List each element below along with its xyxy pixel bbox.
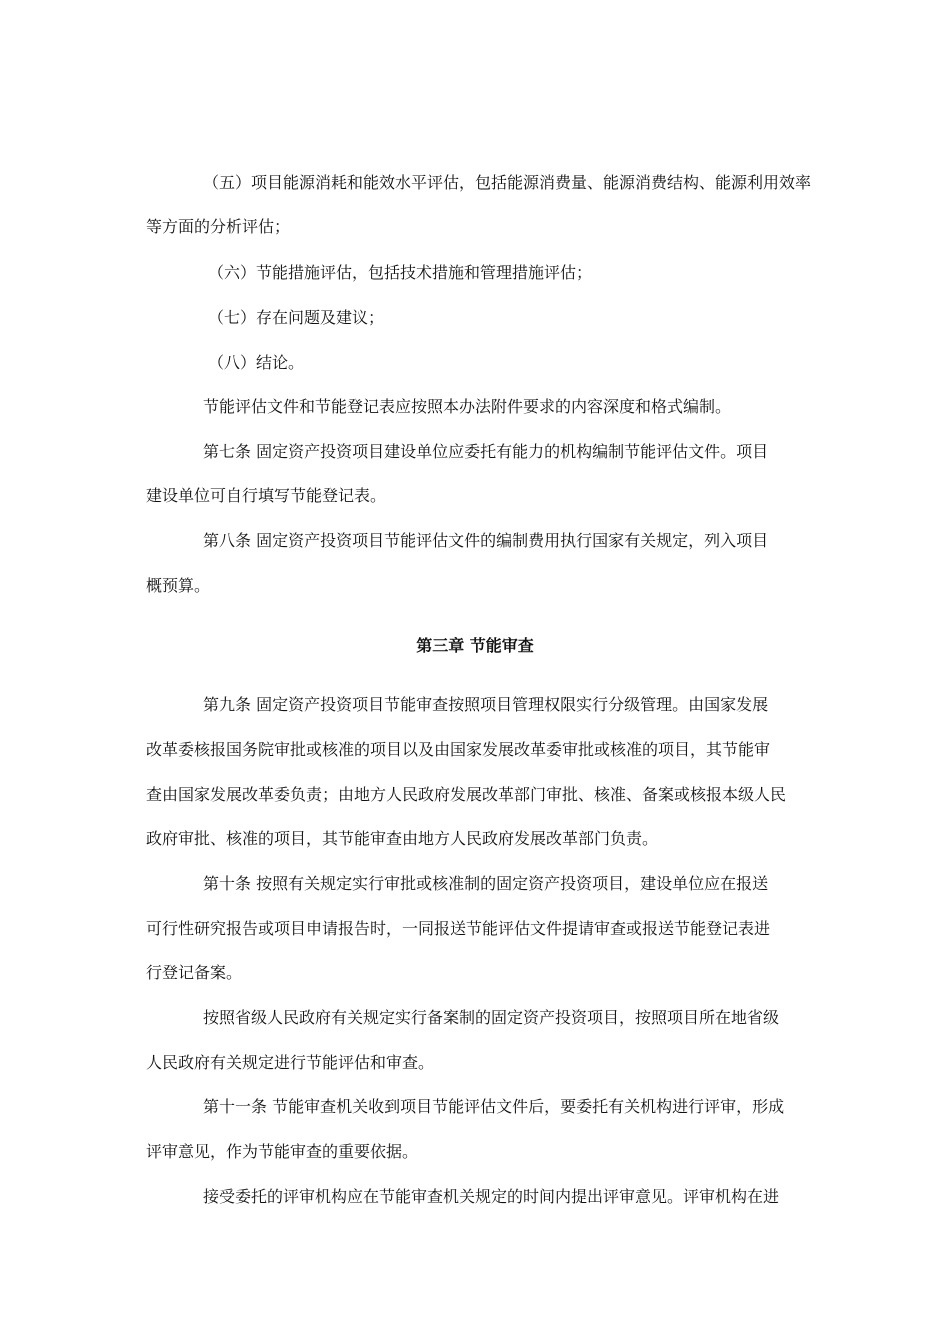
article-7-line-2: 建设单位可自行填写节能登记表。	[146, 486, 387, 505]
paragraph-format-requirement: 节能评估文件和节能登记表应按照本办法附件要求的内容深度和格式编制。	[203, 397, 732, 416]
item-6: （六）节能措施评估，包括技术措施和管理措施评估；	[208, 263, 593, 282]
article-9-line-3: 查由国家发展改革委负责；由地方人民政府发展改革部门审批、核准、备案或核报本级人民	[146, 785, 787, 804]
article-10-line-2: 可行性研究报告或项目申请报告时，一同报送节能评估文件提请审查或报送节能登记表进	[146, 919, 771, 938]
item-8: （八）结论。	[208, 353, 305, 372]
article-9-line-1: 第九条 固定资产投资项目节能审查按照项目管理权限实行分级管理。由国家发展	[203, 695, 769, 714]
article-9-line-2: 改革委核报国务院审批或核准的项目以及由国家发展改革委审批或核准的项目，其节能审	[146, 740, 771, 759]
review-agency-line-1: 接受委托的评审机构应在节能审查机关规定的时间内提出评审意见。评审机构在进	[203, 1187, 780, 1206]
item-7: （七）存在问题及建议；	[208, 308, 385, 327]
filing-projects-line-1: 按照省级人民政府有关规定实行备案制的固定资产投资项目，按照项目所在地省级	[203, 1008, 780, 1027]
article-8-line-1: 第八条 固定资产投资项目节能评估文件的编制费用执行国家有关规定，列入项目	[203, 531, 769, 550]
article-11-line-1: 第十一条 节能审查机关收到项目节能评估文件后，要委托有关机构进行评审，形成	[203, 1097, 785, 1116]
article-10-line-3: 行登记备案。	[146, 963, 243, 982]
article-10-line-1: 第十条 按照有关规定实行审批或核准制的固定资产投资项目，建设单位应在报送	[203, 874, 769, 893]
filing-projects-line-2: 人民政府有关规定进行节能评估和审查。	[146, 1053, 435, 1072]
article-7-line-1: 第七条 固定资产投资项目建设单位应委托有能力的机构编制节能评估文件。项目	[203, 442, 769, 461]
article-9-line-4: 政府审批、核准的项目，其节能审查由地方人民政府发展改革部门负责。	[146, 829, 659, 848]
item-5-line-2: 等方面的分析评估；	[146, 217, 291, 236]
article-11-line-2: 评审意见，作为节能审查的重要依据。	[146, 1142, 419, 1161]
chapter-3-heading: 第三章 节能审查	[416, 636, 534, 655]
article-8-line-2: 概预算。	[146, 576, 211, 595]
item-5-line-1: （五）项目能源消耗和能效水平评估，包括能源消费量、能源消费结构、能源利用效率	[203, 173, 812, 192]
